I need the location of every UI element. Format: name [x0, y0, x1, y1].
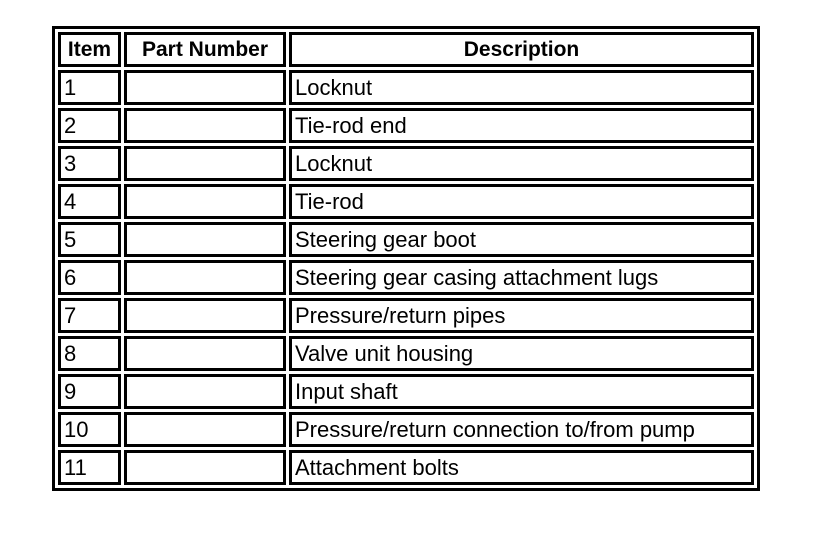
header-item: Item	[58, 32, 121, 67]
table-row	[58, 336, 754, 371]
cell-part-number	[124, 108, 286, 143]
table-header	[58, 32, 754, 67]
table-row	[58, 298, 754, 333]
cell-part-number	[124, 222, 286, 257]
header-row	[58, 32, 754, 67]
header-part-number: Part Number	[124, 32, 286, 67]
cell-description: Input shaft	[289, 374, 754, 409]
cell-description: Steering gear boot	[289, 222, 754, 257]
cell-item: 8	[58, 336, 121, 371]
parts-table	[52, 26, 760, 491]
cell-description: Attachment bolts	[289, 450, 754, 485]
cell-description: Pressure/return connection to/from pump	[289, 412, 754, 447]
table-row	[58, 374, 754, 409]
cell-part-number	[124, 374, 286, 409]
cell-description: Locknut	[289, 70, 754, 105]
cell-description: Pressure/return pipes	[289, 298, 754, 333]
cell-item: 7	[58, 298, 121, 333]
cell-part-number	[124, 450, 286, 485]
table-row	[58, 146, 754, 181]
cell-item: 9	[58, 374, 121, 409]
cell-description: Tie-rod	[289, 184, 754, 219]
cell-part-number	[124, 70, 286, 105]
cell-description: Steering gear casing attachment lugs	[289, 260, 754, 295]
table-row	[58, 70, 754, 105]
table-row	[58, 108, 754, 143]
cell-description: Tie-rod end	[289, 108, 754, 143]
header-description: Description	[289, 32, 754, 67]
cell-item: 4	[58, 184, 121, 219]
cell-item: 1	[58, 70, 121, 105]
table-row	[58, 450, 754, 485]
cell-part-number	[124, 336, 286, 371]
cell-item: 11	[58, 450, 121, 485]
cell-part-number	[124, 298, 286, 333]
cell-item: 6	[58, 260, 121, 295]
table-row	[58, 184, 754, 219]
cell-description: Valve unit housing	[289, 336, 754, 371]
cell-part-number	[124, 412, 286, 447]
cell-part-number	[124, 260, 286, 295]
cell-item: 10	[58, 412, 121, 447]
cell-description: Locknut	[289, 146, 754, 181]
cell-item: 2	[58, 108, 121, 143]
table-row	[58, 222, 754, 257]
table-row	[58, 260, 754, 295]
table-row	[58, 412, 754, 447]
cell-part-number	[124, 184, 286, 219]
cell-item: 5	[58, 222, 121, 257]
cell-item: 3	[58, 146, 121, 181]
table-body	[58, 70, 754, 485]
cell-part-number	[124, 146, 286, 181]
